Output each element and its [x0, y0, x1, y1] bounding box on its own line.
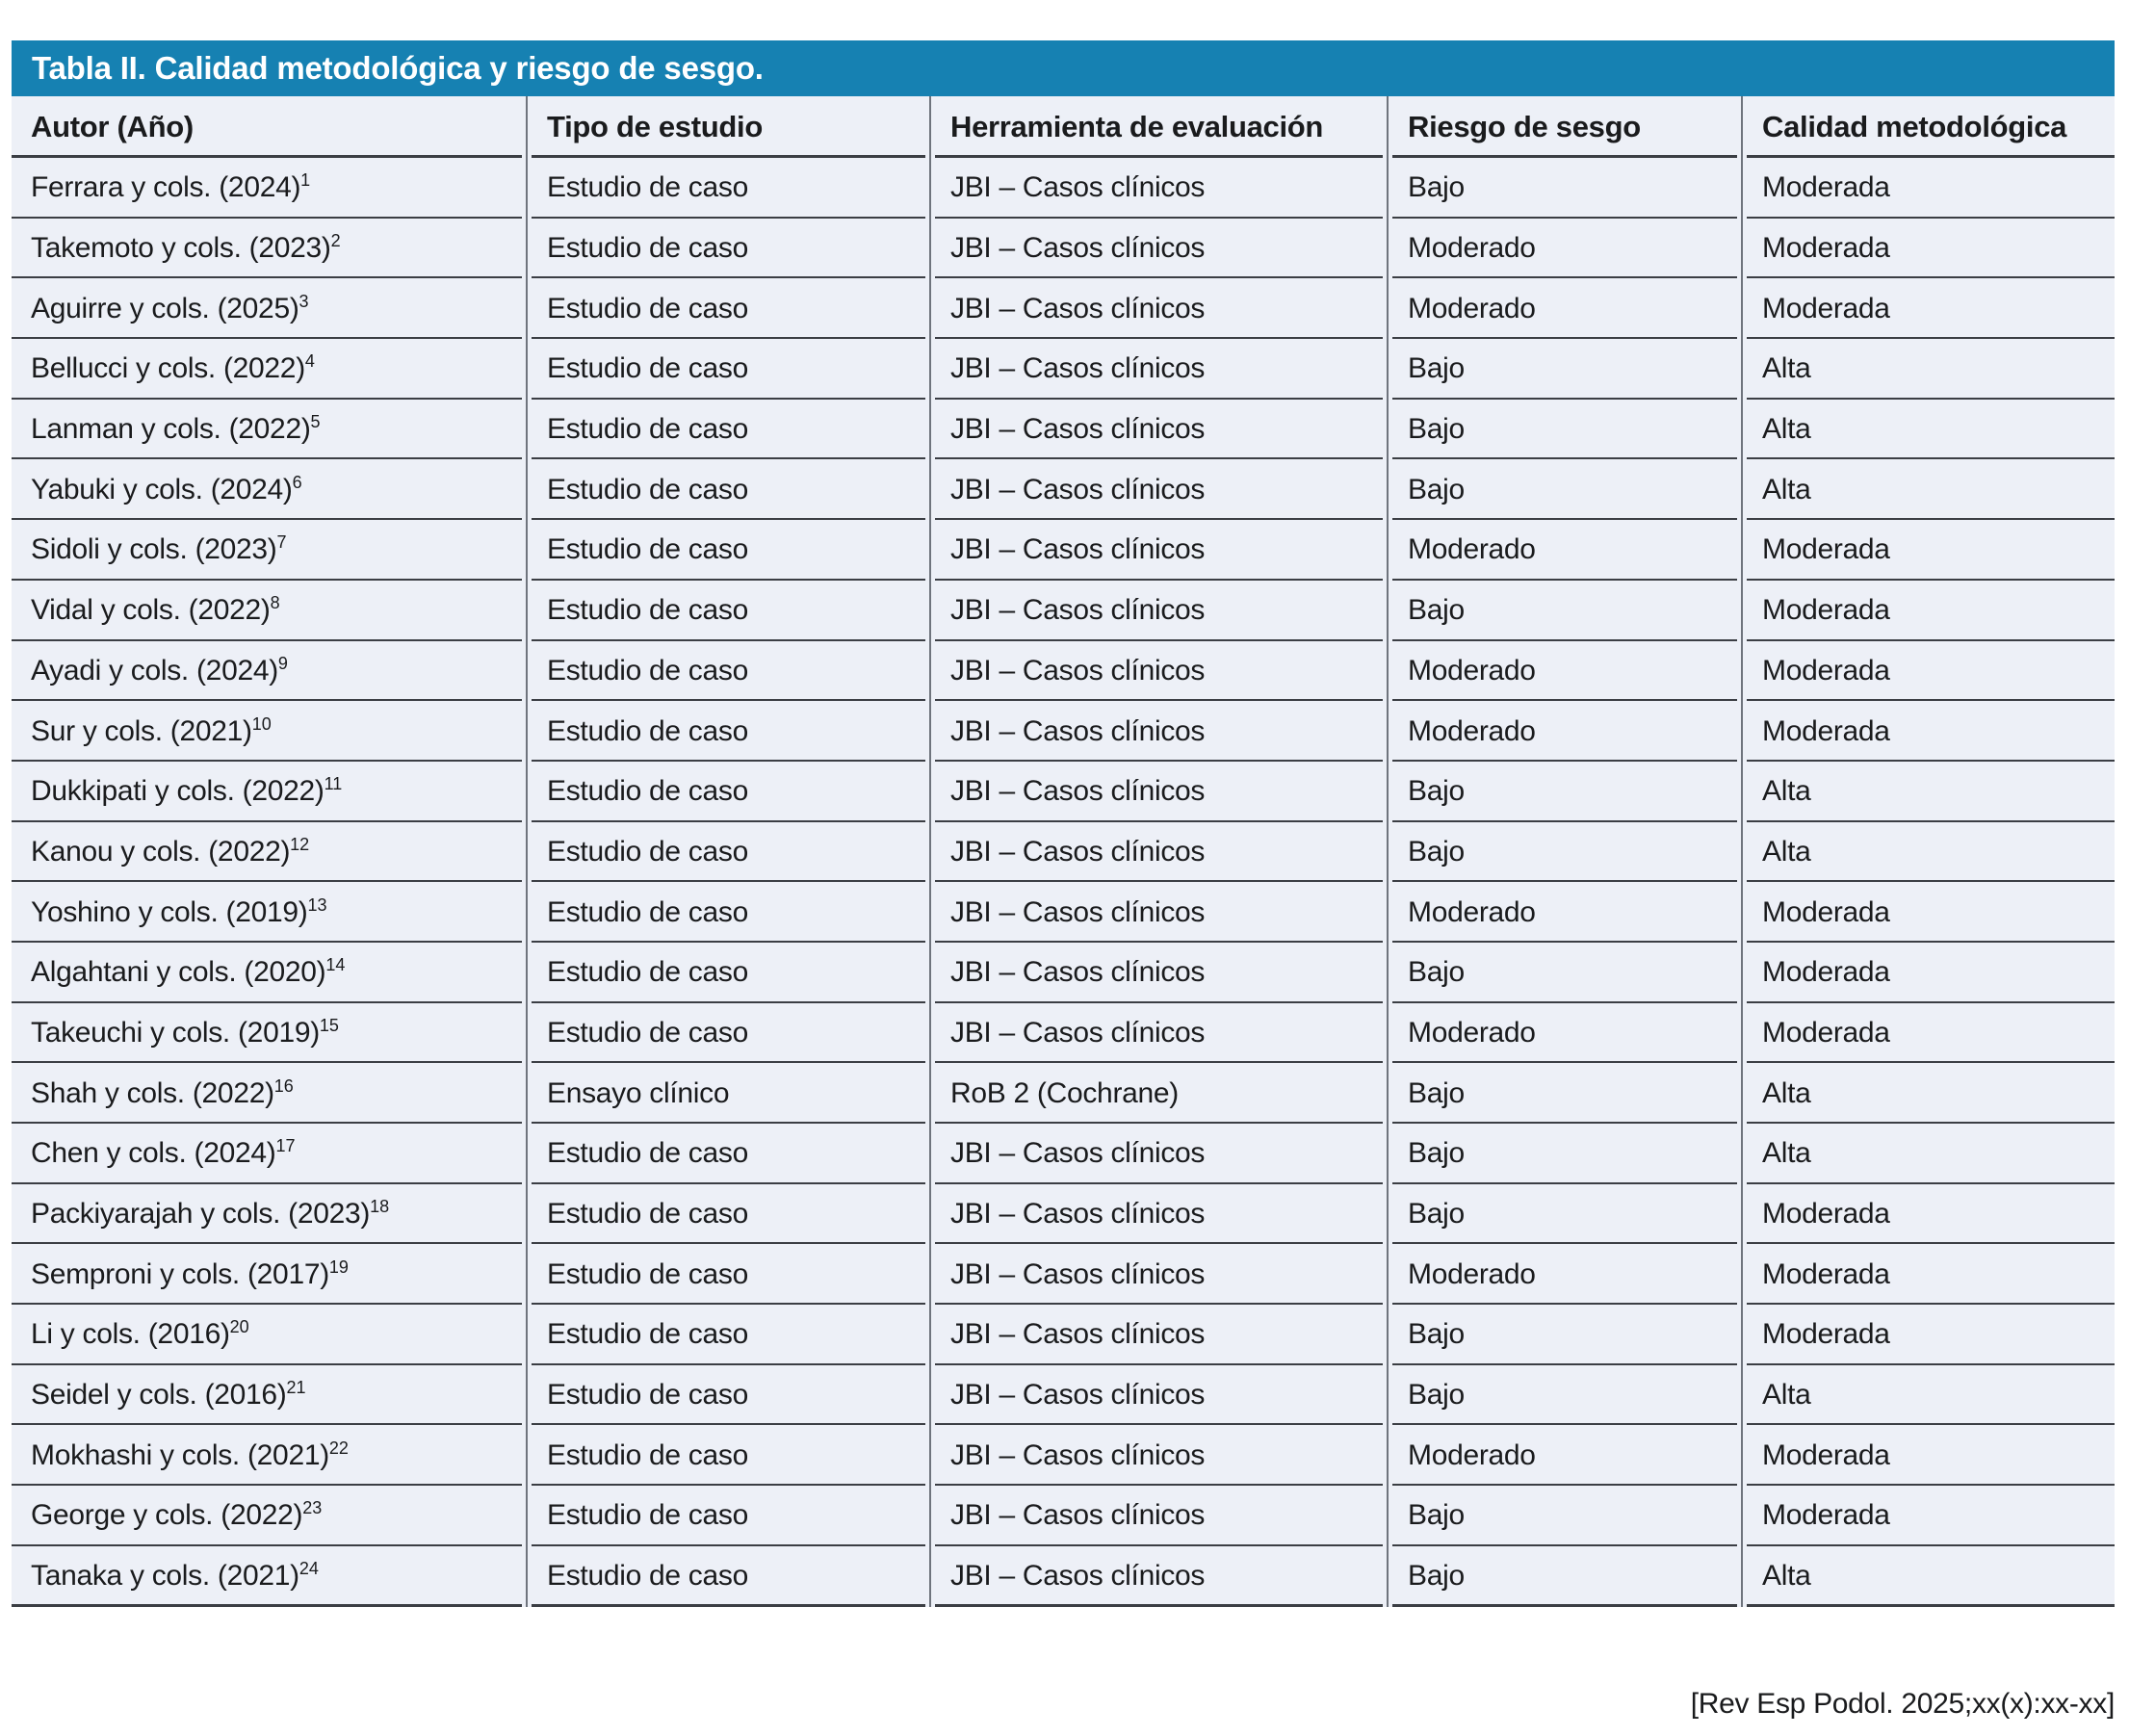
evaluation-tool-cell: JBI – Casos clínicos [929, 1486, 1387, 1546]
evaluation-tool-cell: JBI – Casos clínicos [929, 1003, 1387, 1064]
author-cell [12, 762, 526, 822]
quality-cell: Moderada [1741, 278, 2115, 339]
author-name: Takeuchi y cols. (2019) [31, 1016, 320, 1049]
study-type-cell: Estudio de caso [526, 1003, 929, 1064]
methodological-quality-table [12, 40, 2115, 1607]
table-row [12, 822, 2115, 883]
quality-cell: Moderada [1741, 1184, 2115, 1245]
study-type-cell: Estudio de caso [526, 1184, 929, 1245]
author-name: Dukkipati y cols. (2022) [31, 775, 325, 808]
reference-superscript: 24 [299, 1559, 319, 1579]
table-row [12, 1546, 2115, 1607]
quality-cell: Moderada [1741, 158, 2115, 219]
bias-risk-cell: Moderado [1387, 701, 1741, 762]
table-row [12, 1365, 2115, 1426]
table-header [12, 96, 2115, 158]
bias-risk-cell: Moderado [1387, 641, 1741, 702]
table-row [12, 278, 2115, 339]
author-cell [12, 158, 526, 219]
study-type-cell: Estudio de caso [526, 459, 929, 520]
reference-superscript: 5 [310, 412, 321, 432]
reference-superscript: 4 [304, 351, 315, 372]
quality-cell: Moderada [1741, 882, 2115, 943]
author-cell [12, 1486, 526, 1546]
bias-risk-cell: Bajo [1387, 158, 1741, 219]
author-name: George y cols. (2022) [31, 1499, 303, 1532]
study-type-cell: Estudio de caso [526, 1305, 929, 1365]
bias-risk-cell: Bajo [1387, 1305, 1741, 1365]
quality-cell: Alta [1741, 822, 2115, 883]
author-cell [12, 1425, 526, 1486]
author-name: Yabuki y cols. (2024) [31, 473, 293, 505]
author-name: Aguirre y cols. (2025) [31, 292, 299, 324]
author-cell [12, 882, 526, 943]
bias-risk-cell: Bajo [1387, 459, 1741, 520]
bias-risk-cell: Moderado [1387, 882, 1741, 943]
bias-risk-cell: Bajo [1387, 400, 1741, 460]
study-type-cell: Estudio de caso [526, 520, 929, 581]
author-name: Vidal y cols. (2022) [31, 594, 271, 627]
reference-superscript: 10 [251, 713, 272, 734]
quality-cell: Moderada [1741, 701, 2115, 762]
column-header-tipo-de-estudio: Tipo de estudio [526, 96, 929, 158]
quality-cell: Moderada [1741, 520, 2115, 581]
quality-cell: Moderada [1741, 1425, 2115, 1486]
reference-superscript: 11 [324, 774, 343, 794]
reference-superscript: 22 [328, 1438, 349, 1458]
table-row [12, 943, 2115, 1003]
table-row [12, 1184, 2115, 1245]
table-row [12, 1003, 2115, 1064]
reference-superscript: 6 [292, 472, 302, 492]
bias-risk-cell: Bajo [1387, 1486, 1741, 1546]
author-name: Ayadi y cols. (2024) [31, 654, 278, 687]
author-cell [12, 219, 526, 279]
reference-superscript: 8 [270, 593, 280, 613]
author-name: Packiyarajah y cols. (2023) [31, 1198, 371, 1231]
table-title: Tabla II. Calidad metodológica y riesgo de sesgo. [32, 50, 764, 86]
study-type-cell: Estudio de caso [526, 1486, 929, 1546]
bias-risk-cell: Bajo [1387, 1124, 1741, 1184]
reference-superscript: 1 [300, 170, 311, 191]
study-type-cell: Estudio de caso [526, 882, 929, 943]
reference-superscript: 12 [290, 834, 310, 854]
journal-citation: [Rev Esp Podol. 2025;xx(x):xx-xx] [1690, 1688, 2115, 1720]
quality-cell: Alta [1741, 339, 2115, 400]
reference-superscript: 16 [273, 1075, 294, 1096]
author-name: Yoshino y cols. (2019) [31, 895, 308, 928]
table-row [12, 400, 2115, 460]
author-cell [12, 1184, 526, 1245]
evaluation-tool-cell: JBI – Casos clínicos [929, 1425, 1387, 1486]
bias-risk-cell: Moderado [1387, 219, 1741, 279]
column-header-herramienta-de-evaluacion: Herramienta de evaluación [929, 96, 1387, 158]
reference-superscript: 7 [276, 532, 287, 553]
table-row [12, 882, 2115, 943]
quality-cell: Moderada [1741, 1486, 2115, 1546]
reference-superscript: 21 [286, 1378, 306, 1398]
quality-cell: Alta [1741, 459, 2115, 520]
table-row [12, 1244, 2115, 1305]
author-cell [12, 1365, 526, 1426]
evaluation-tool-cell: JBI – Casos clínicos [929, 219, 1387, 279]
table-row [12, 1305, 2115, 1365]
bias-risk-cell: Moderado [1387, 278, 1741, 339]
study-type-cell: Estudio de caso [526, 701, 929, 762]
quality-cell: Moderada [1741, 219, 2115, 279]
reference-superscript: 15 [319, 1015, 339, 1035]
author-name: Bellucci y cols. (2022) [31, 352, 305, 385]
reference-superscript: 2 [330, 231, 341, 251]
author-cell [12, 701, 526, 762]
study-type-cell: Estudio de caso [526, 822, 929, 883]
study-type-cell: Estudio de caso [526, 219, 929, 279]
bias-risk-cell: Bajo [1387, 762, 1741, 822]
study-type-cell: Estudio de caso [526, 762, 929, 822]
author-cell [12, 1546, 526, 1607]
quality-cell: Moderada [1741, 1003, 2115, 1064]
author-name: Kanou y cols. (2022) [31, 835, 291, 868]
bias-risk-cell: Moderado [1387, 1003, 1741, 1064]
author-name: Shah y cols. (2022) [31, 1076, 274, 1109]
bias-risk-cell: Bajo [1387, 1546, 1741, 1607]
author-cell [12, 1063, 526, 1124]
table-row [12, 339, 2115, 400]
data-table [12, 96, 2115, 1607]
study-type-cell: Estudio de caso [526, 278, 929, 339]
evaluation-tool-cell: JBI – Casos clínicos [929, 1365, 1387, 1426]
evaluation-tool-cell: JBI – Casos clínicos [929, 158, 1387, 219]
author-name: Algahtani y cols. (2020) [31, 956, 326, 989]
reference-superscript: 20 [229, 1317, 249, 1337]
author-cell [12, 339, 526, 400]
quality-cell: Alta [1741, 1365, 2115, 1426]
evaluation-tool-cell: JBI – Casos clínicos [929, 1184, 1387, 1245]
table-title-bar [12, 40, 2115, 96]
evaluation-tool-cell: JBI – Casos clínicos [929, 459, 1387, 520]
quality-cell: Alta [1741, 1124, 2115, 1184]
table-row [12, 641, 2115, 702]
reference-superscript: 23 [302, 1498, 323, 1518]
author-name: Chen y cols. (2024) [31, 1137, 276, 1170]
quality-cell: Moderada [1741, 641, 2115, 702]
evaluation-tool-cell: JBI – Casos clínicos [929, 1124, 1387, 1184]
study-type-cell: Estudio de caso [526, 158, 929, 219]
author-name: Sur y cols. (2021) [31, 714, 252, 747]
table-row [12, 219, 2115, 279]
evaluation-tool-cell: JBI – Casos clínicos [929, 400, 1387, 460]
quality-cell: Alta [1741, 1063, 2115, 1124]
bias-risk-cell: Moderado [1387, 520, 1741, 581]
bias-risk-cell: Bajo [1387, 1184, 1741, 1245]
evaluation-tool-cell: RoB 2 (Cochrane) [929, 1063, 1387, 1124]
evaluation-tool-cell: JBI – Casos clínicos [929, 278, 1387, 339]
table-row [12, 1124, 2115, 1184]
quality-cell: Alta [1741, 400, 2115, 460]
evaluation-tool-cell: JBI – Casos clínicos [929, 1546, 1387, 1607]
study-type-cell: Estudio de caso [526, 943, 929, 1003]
bias-risk-cell: Bajo [1387, 822, 1741, 883]
reference-superscript: 17 [275, 1136, 296, 1156]
table-body [12, 158, 2115, 1607]
author-name: Tanaka y cols. (2021) [31, 1560, 299, 1593]
bias-risk-cell: Bajo [1387, 1063, 1741, 1124]
author-cell [12, 520, 526, 581]
author-cell [12, 1124, 526, 1184]
table-row [12, 762, 2115, 822]
author-name: Semproni y cols. (2017) [31, 1257, 329, 1290]
evaluation-tool-cell: JBI – Casos clínicos [929, 1305, 1387, 1365]
quality-cell: Moderada [1741, 943, 2115, 1003]
evaluation-tool-cell: JBI – Casos clínicos [929, 641, 1387, 702]
author-name: Takemoto y cols. (2023) [31, 232, 331, 265]
bias-risk-cell: Moderado [1387, 1244, 1741, 1305]
reference-superscript: 9 [277, 653, 288, 673]
evaluation-tool-cell: JBI – Casos clínicos [929, 581, 1387, 641]
quality-cell: Moderada [1741, 1305, 2115, 1365]
bias-risk-cell: Moderado [1387, 1425, 1741, 1486]
evaluation-tool-cell: JBI – Casos clínicos [929, 822, 1387, 883]
author-cell [12, 1244, 526, 1305]
study-type-cell: Estudio de caso [526, 1365, 929, 1426]
author-cell [12, 581, 526, 641]
bias-risk-cell: Bajo [1387, 1365, 1741, 1426]
study-type-cell: Estudio de caso [526, 1244, 929, 1305]
author-cell [12, 1003, 526, 1064]
quality-cell: Alta [1741, 762, 2115, 822]
table-row [12, 701, 2115, 762]
column-header-autor: Autor (Año) [12, 96, 526, 158]
author-name: Mokhashi y cols. (2021) [31, 1438, 329, 1471]
evaluation-tool-cell: JBI – Casos clínicos [929, 762, 1387, 822]
study-type-cell: Ensayo clínico [526, 1063, 929, 1124]
table-row [12, 520, 2115, 581]
study-type-cell: Estudio de caso [526, 581, 929, 641]
author-name: Sidoli y cols. (2023) [31, 533, 277, 566]
reference-superscript: 13 [307, 894, 327, 915]
evaluation-tool-cell: JBI – Casos clínicos [929, 882, 1387, 943]
study-type-cell: Estudio de caso [526, 641, 929, 702]
evaluation-tool-cell: JBI – Casos clínicos [929, 1244, 1387, 1305]
reference-superscript: 19 [328, 1257, 349, 1277]
bias-risk-cell: Bajo [1387, 943, 1741, 1003]
column-header-calidad-metodologica: Calidad metodológica [1741, 96, 2115, 158]
column-header-riesgo-de-sesgo: Riesgo de sesgo [1387, 96, 1741, 158]
author-cell [12, 459, 526, 520]
study-type-cell: Estudio de caso [526, 400, 929, 460]
reference-superscript: 3 [299, 291, 309, 311]
quality-cell: Moderada [1741, 1244, 2115, 1305]
bias-risk-cell: Bajo [1387, 339, 1741, 400]
author-name: Lanman y cols. (2022) [31, 413, 311, 446]
reference-superscript: 18 [370, 1197, 390, 1217]
table-row [12, 158, 2115, 219]
quality-cell: Moderada [1741, 581, 2115, 641]
author-cell [12, 400, 526, 460]
table-row [12, 581, 2115, 641]
table-row [12, 1425, 2115, 1486]
reference-superscript: 14 [325, 955, 346, 975]
author-cell [12, 641, 526, 702]
author-cell [12, 1305, 526, 1365]
author-cell [12, 943, 526, 1003]
table-row [12, 459, 2115, 520]
header-row [12, 96, 2115, 158]
author-cell [12, 822, 526, 883]
study-type-cell: Estudio de caso [526, 1425, 929, 1486]
author-name: Seidel y cols. (2016) [31, 1379, 287, 1412]
evaluation-tool-cell: JBI – Casos clínicos [929, 339, 1387, 400]
author-name: Ferrara y cols. (2024) [31, 171, 301, 204]
evaluation-tool-cell: JBI – Casos clínicos [929, 701, 1387, 762]
evaluation-tool-cell: JBI – Casos clínicos [929, 520, 1387, 581]
quality-cell: Alta [1741, 1546, 2115, 1607]
study-type-cell: Estudio de caso [526, 1124, 929, 1184]
study-type-cell: Estudio de caso [526, 339, 929, 400]
author-cell [12, 278, 526, 339]
bias-risk-cell: Bajo [1387, 581, 1741, 641]
table-row [12, 1486, 2115, 1546]
author-name: Li y cols. (2016) [31, 1318, 230, 1351]
study-type-cell: Estudio de caso [526, 1546, 929, 1607]
table-row [12, 1063, 2115, 1124]
evaluation-tool-cell: JBI – Casos clínicos [929, 943, 1387, 1003]
